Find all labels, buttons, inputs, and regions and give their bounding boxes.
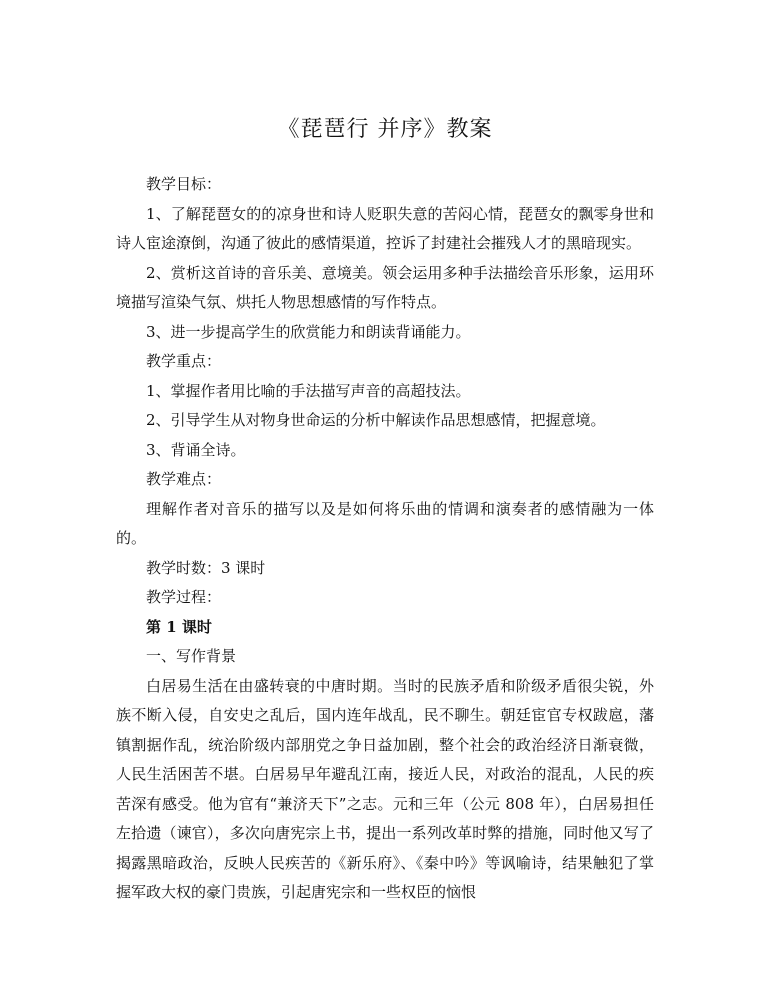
subsection-heading-background: 一、写作背景 bbox=[146, 647, 237, 665]
section-heading-key-points: 教学重点： bbox=[146, 352, 222, 370]
key-point-item-2: 2、引导学生从对物身世命运的分析中解读作品思想感情，把握意境。 bbox=[146, 411, 606, 429]
section-heading-objectives: 教学目标： bbox=[146, 175, 222, 193]
teaching-hours: 教学时数：3 课时 bbox=[146, 558, 266, 577]
lesson-heading: 第 1 课时 bbox=[146, 617, 212, 636]
key-point-item-1: 1、掌握作者用比喻的手法描写声音的高超技法。 bbox=[146, 381, 471, 400]
document-body bbox=[116, 170, 654, 908]
objective-item-3: 3、进一步提高学生的欣赏能力和朗读背诵能力。 bbox=[146, 322, 471, 341]
section-heading-process: 教学过程： bbox=[146, 588, 222, 606]
difficulty-item: 理解作者对音乐的描写以及是如何将乐曲的情调和演奏者的感情融为一体的。 bbox=[116, 499, 654, 547]
objective-item-1: 1、了解琵琶女的的凉身世和诗人贬职失意的苦闷心情，琵琶女的飘零身世和诗人宦途潦倒，沟通了彼此的感情渠道，控诉了封建社会摧残人才的黑暗现实。 bbox=[116, 204, 654, 252]
document-title: 《琵琶行 并序》教案 bbox=[277, 117, 493, 142]
background-paragraph: 白居易生活在由盛转衰的中唐时期。当时的民族矛盾和阶级矛盾很尖锐，外族不断入侵，自安史之乱后，国内连年战乱，民不聊生。朝廷宦官专权跋扈，藩镇割据作乱，统治阶级内部朋党之争日益加剧，整个社会的政治经济日渐衰微，人民生活困苦不堪。白居易早年避乱江南，接近人民，对政治的混乱，人民的疾苦深有感受。他为官有“兼济天下”之志。元和三年（公元 808 年），白居易担任左拾遗（谏官），多次向唐宪宗上书，提出一系列改革时弊的措施，同时他又写了揭露黑暗政治，反映人民疾苦的《新乐府》、《秦中吟》等讽喻诗，结果触犯了掌握军政大权的豪门贵族，引起唐宪宗和一些权臣的恼恨 bbox=[116, 676, 654, 901]
objective-item-2: 2、赏析这首诗的音乐美、意境美。领会运用多种手法描绘音乐形象，运用环境描写渲染气氛、烘托人物思想感情的写作特点。 bbox=[116, 263, 654, 311]
section-heading-difficulties: 教学难点： bbox=[146, 470, 222, 488]
key-point-item-3: 3、背诵全诗。 bbox=[146, 440, 246, 459]
